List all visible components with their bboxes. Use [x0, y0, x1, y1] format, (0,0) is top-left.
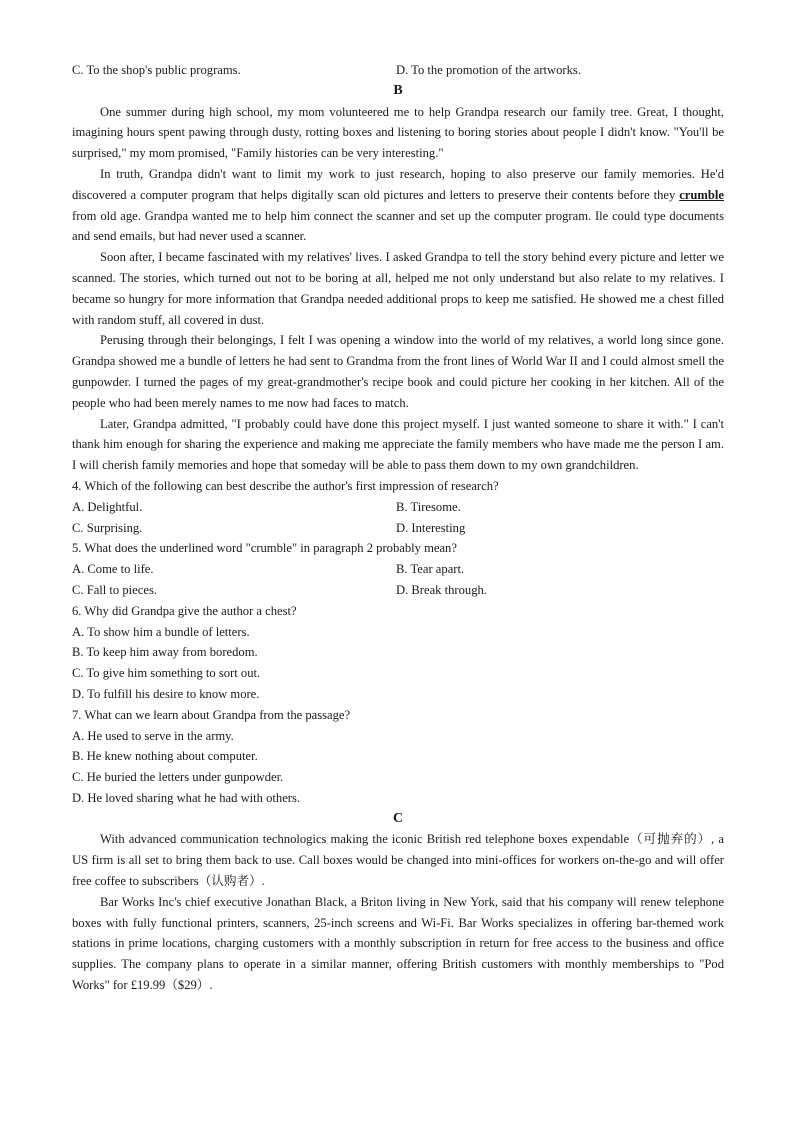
- section-c-heading: C: [392, 810, 404, 826]
- question-4-stem: 4. Which of the following can best describe the author's first impression of research?: [72, 478, 499, 493]
- q7-option-a: A. He used to serve in the army.: [72, 728, 234, 743]
- q7-option-d: D. He loved sharing what he had with others.: [72, 790, 301, 805]
- q4-option-d: D. Interesting: [396, 520, 466, 535]
- question-5-options-row-1: [72, 559, 724, 580]
- question-4-options-row-1: [72, 497, 724, 518]
- q5-option-d: D. Break through.: [396, 582, 487, 597]
- option-c: C. To the shop's public programs.: [72, 63, 241, 77]
- passage-b-paragraph-1: One summer during high school, my mom volunteered me to help Grandpa research our family tree. Great, I thought, imagining hours spent pawing through dusty, rotting boxes and listening to boring stories about people I didn't know. "You'll be surprised," my mom promised, "Family histories can be very interesting.": [72, 104, 724, 161]
- q5-option-c: C. Fall to pieces.: [72, 582, 157, 597]
- passage-c-paragraph-2: Bar Works Inc's chief executive Jonathan Black, a Briton living in New York, said that his company will renew telephone boxes with fully functional printers, scanners, 25-inch screens and Wi-Fi. Bar Works specializes in offering bar-themed work stations in prime locations, charging customers with a monthly subscription in return for free access to the business and office supplies. The company plans to operate in a similar manner, offering British customers with monthly memberships to "Pod Works" for £19.99（$29）.: [72, 894, 724, 993]
- exam-page: [72, 60, 724, 996]
- passage-b-paragraph-4: Perusing through their belongings, I felt I was opening a window into the world of my relatives, a world long since gone. Grandpa showed me a bundle of letters he had sent to Grandma from the front lines of World War II and I could almost smell the gunpowder. I turned the pages of my great-grandmother's recipe book and could picture her cooking in her kitchen. All of the people who had been merely names to me now had faces to match.: [72, 333, 724, 410]
- paragraph-2-text-end: from old age. Grandpa wanted me to help him connect the scanner and set up the computer program. Ile could type documents and send emails, but had never used a scanner.: [72, 208, 724, 244]
- q4-option-b: B. Tiresome.: [396, 499, 461, 514]
- question-5-options-row-2: [72, 580, 724, 601]
- q7-option-b: B. He knew nothing about computer.: [72, 749, 258, 764]
- section-b-heading: B: [393, 82, 403, 98]
- passage-c-paragraph-1: With advanced communication technologics making the iconic British red telephone boxes expendable（可抛弃的）, a US firm is all set to bring them back to use. Call boxes would be changed into mini-offices for workers on-the-go and will offer free coffee to subscribers（认购者）.: [72, 832, 724, 889]
- q5-option-b: B. Tear apart.: [396, 562, 465, 577]
- passage-b-paragraph-2: [72, 164, 724, 247]
- q7-option-c: C. He buried the letters under gunpowder.: [72, 770, 284, 785]
- passage-b-paragraph-3: Soon after, I became fascinated with my relatives' lives. I asked Grandpa to tell the story behind every picture and letter we scanned. The stories, which turned out not to be boring at all, helped me not only understand but also relate to my relatives. I became so hungry for more information that Grandpa needed additional props to keep me satisfied. He showed me a chest filled with random stuff, all covered in dust.: [72, 250, 724, 327]
- q6-option-d: D. To fulfill his desire to know more.: [72, 686, 260, 701]
- q6-option-b: B. To keep him away from boredom.: [72, 645, 258, 660]
- question-4-options-row-2: [72, 518, 724, 539]
- underlined-word-crumble: crumble: [679, 187, 724, 202]
- q4-option-a: A. Delightful.: [72, 499, 143, 514]
- passage-b-paragraph-5: Later, Grandpa admitted, "I probably could have done this project myself. I just wanted someone to share it with." I can't thank him enough for sharing the experience and making me appreciate the family members who have made me the person I am. I will cherish family memories and hope that someday will be able to pass them down to my own grandchildren.: [72, 416, 724, 473]
- paragraph-2-text-start: In truth, Grandpa didn't want to limit my work to just research, hoping to also preserve our family memories. He'd discovered a computer program that helps digitally scan old pictures and letters to preserve their contents before they: [72, 166, 724, 202]
- prev-question-options: [72, 60, 724, 81]
- question-5-stem: 5. What does the underlined word "crumble" in paragraph 2 probably mean?: [72, 541, 457, 556]
- question-7-stem: 7. What can we learn about Grandpa from the passage?: [72, 707, 351, 722]
- question-6-stem: 6. Why did Grandpa give the author a chest?: [72, 603, 297, 618]
- q4-option-c: C. Surprising.: [72, 520, 143, 535]
- q6-option-a: A. To show him a bundle of letters.: [72, 624, 250, 639]
- q6-option-c: C. To give him something to sort out.: [72, 666, 261, 681]
- option-d: D. To the promotion of the artworks.: [396, 63, 581, 77]
- q5-option-a: A. Come to life.: [72, 562, 154, 577]
